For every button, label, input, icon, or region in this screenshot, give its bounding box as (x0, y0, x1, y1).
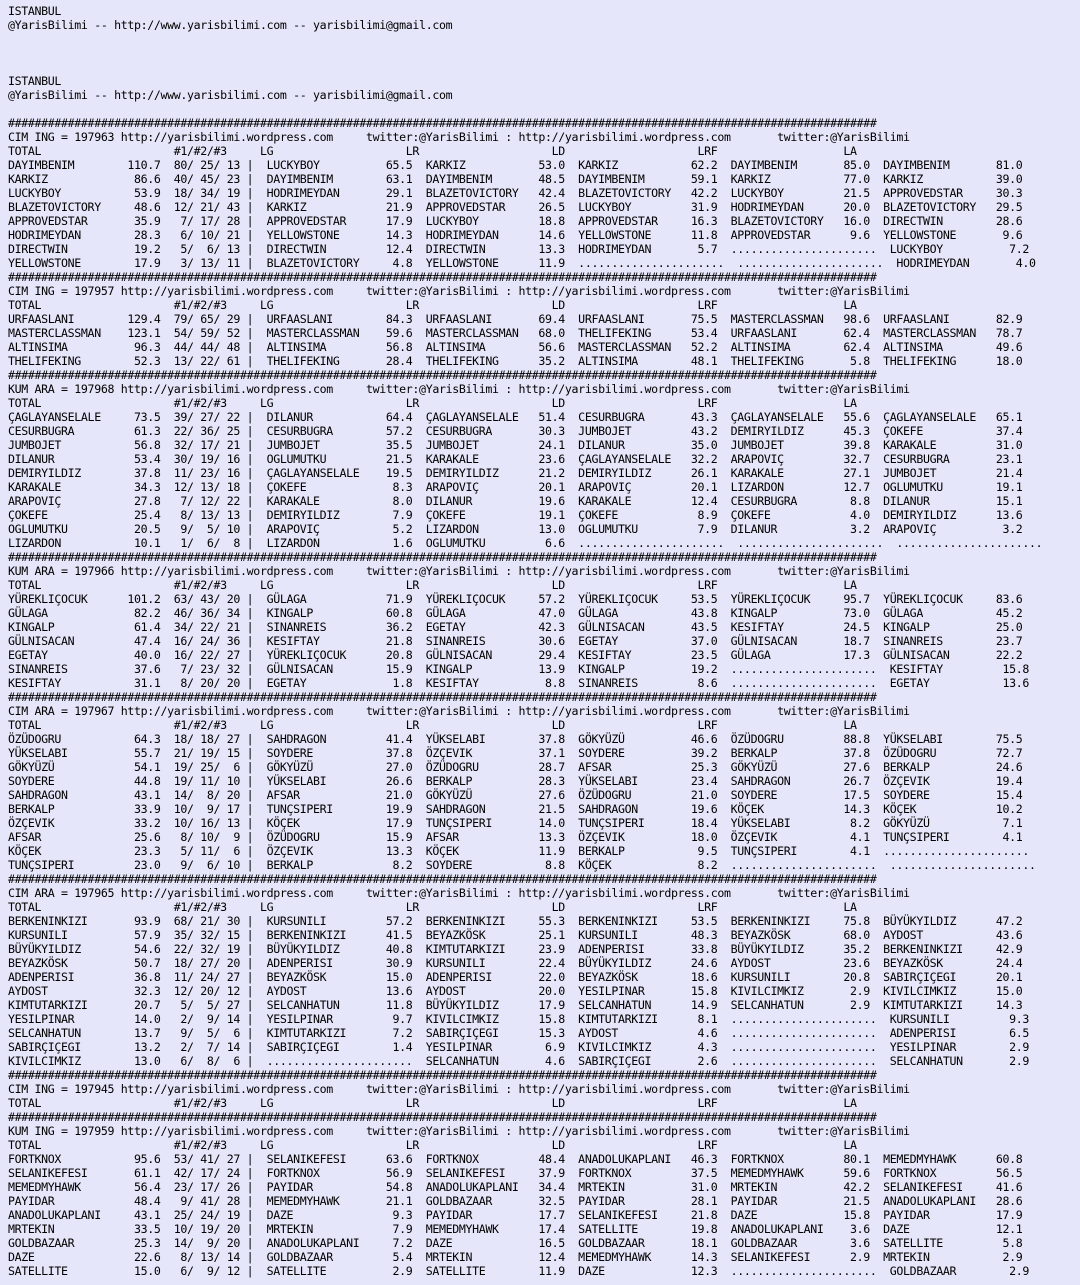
table-row: ÖZÇEVIK 33.2 10/ 16/ 13 | KÖÇEK 17.9 TUNÇSIPERI 14.0 TUNÇSIPERI 18.4 YÜKSELABI 8.2 GÖKYÜZÜ 7.1 (8, 816, 1023, 830)
text-line: ISTANBUL (8, 74, 62, 88)
table-row: KURSUNILI 57.9 35/ 32/ 15 | BERKENINKIZI 41.5 BEYAZKÖSK 25.1 KURSUNILI 48.3 BEYAZKÖSK 68.0 AYDOST 43.6 (8, 928, 1023, 942)
table-row: BERKALP 33.9 10/ 9/ 17 | TUNÇSIPERI 19.9 SAHDRAGON 21.5 SAHDRAGON 19.6 KÖÇEK 14.3 KÖÇEK 10.2 (8, 802, 1023, 816)
text-line: @YarisBilimi -- http://www.yarisbilimi.com -- yarisbilimi@gmail.com (8, 18, 453, 32)
table-row: YÜKSELABI 55.7 21/ 19/ 15 | SOYDERE 37.8 ÖZÇEVIK 37.1 SOYDERE 39.2 BERKALP 37.8 ÖZÜDOGRU 72.7 (8, 746, 1023, 760)
table-row: SELANIKEFESI 61.1 42/ 17/ 24 | FORTKNOX 56.9 SELANIKEFESI 37.9 FORTKNOX 37.5 MEMEDMYHAWK 59.6 FORTKNOX 56.5 (8, 1166, 1023, 1180)
table-row: GÜLAGA 82.2 46/ 36/ 34 | KINGALP 60.8 GÜLAGA 47.0 GÜLAGA 43.8 KINGALP 73.0 GÜLAGA 45.2 (8, 606, 1023, 620)
race-header-line: CIM ING = 197945 http://yarisbilimi.wordpress.com twitter:@YarisBilimi : http://yarisbilimi.wordpress.com twitter:@YarisBilimi (8, 1082, 910, 1096)
column-header-line: TOTAL #1/#2/#3 LG LR LD LRF LA (8, 718, 857, 732)
separator-line: ################################################################################################################################### (8, 550, 877, 564)
table-row: LUCKYBOY 53.9 18/ 34/ 19 | HODRIMEYDAN 29.1 BLAZETOVICTORY 42.4 BLAZETOVICTORY 42.2 LUCKYBOY 21.5 APPROVEDSTAR 30.3 (8, 186, 1023, 200)
table-row: BLAZETOVICTORY 48.6 12/ 21/ 43 | KARKIZ 21.9 APPROVEDSTAR 26.5 LUCKYBOY 31.9 HODRIMEYDAN 20.0 BLAZETOVICTORY 29.5 (8, 200, 1023, 214)
table-row: GÖKYÜZÜ 54.1 19/ 25/ 6 | GÖKYÜZÜ 27.0 ÖZÜDOGRU 28.7 AFSAR 25.3 GÖKYÜZÜ 27.6 BERKALP 24.6 (8, 760, 1023, 774)
table-row: KINGALP 61.4 34/ 22/ 21 | SINANREIS 36.2 EGETAY 42.3 GÜLNISACAN 43.5 KESIFTAY 24.5 KINGALP 25.0 (8, 620, 1023, 634)
table-row: BERKENINKIZI 93.9 68/ 21/ 30 | KURSUNILI 57.2 BERKENINKIZI 55.3 BERKENINKIZI 53.5 BERKENINKIZI 75.8 BÜYÜKYILDIZ 47.2 (8, 914, 1023, 928)
table-row: HODRIMEYDAN 28.3 6/ 10/ 21 | YELLOWSTONE 14.3 HODRIMEYDAN 14.6 YELLOWSTONE 11.8 APPROVEDSTAR 9.6 YELLOWSTONE 9.6 (8, 228, 1023, 242)
separator-line: ################################################################################################################################### (8, 1110, 877, 1124)
blank-line (8, 46, 1080, 60)
table-row: DIRECTWIN 19.2 5/ 6/ 13 | DIRECTWIN 12.4 DIRECTWIN 13.3 HODRIMEYDAN 5.7 ...................... LUCKYBOY 7.2 (8, 242, 1030, 256)
table-row: MASTERCLASSMAN 123.1 54/ 59/ 52 | MASTERCLASSMAN 59.6 MASTERCLASSMAN 68.0 THELIFEKING 53.4 URFAASLANI 62.4 MASTERCLASSMAN 78.7 (8, 326, 1023, 340)
table-row: DILANUR 53.4 30/ 19/ 16 | OGLUMUTKU 21.5 KARAKALE 23.6 ÇAGLAYANSELALE 32.2 ARAPOVIÇ 32.7 CESURBUGRA 23.1 (8, 452, 1023, 466)
text-line: @YarisBilimi -- http://www.yarisbilimi.com -- yarisbilimi@gmail.com (8, 88, 453, 102)
race-header-line: KUM ARA = 197968 http://yarisbilimi.wordpress.com twitter:@YarisBilimi : http://yarisbilimi.wordpress.com twitter:@YarisBilimi (8, 382, 910, 396)
blank-line (8, 32, 1080, 46)
column-header-line: TOTAL #1/#2/#3 LG LR LD LRF LA (8, 578, 857, 592)
table-row: LIZARDON 10.1 1/ 6/ 8 | LIZARDON 1.6 OGLUMUTKU 6.6 ...................... ...................... ...................... (8, 536, 1043, 550)
table-row: AFSAR 25.6 8/ 10/ 9 | ÖZÜDOGRU 15.9 AFSAR 13.3 ÖZÇEVIK 18.0 ÖZÇEVIK 4.1 TUNÇSIPERI 4.1 (8, 830, 1023, 844)
table-row: GOLDBAZAAR 25.3 14/ 9/ 20 | ANADOLUKAPLANI 7.2 DAZE 16.5 GOLDBAZAAR 18.1 GOLDBAZAAR 3.6 SATELLITE 5.8 (8, 1236, 1023, 1250)
table-row: FORTKNOX 95.6 53/ 41/ 27 | SELANIKEFESI 63.6 FORTKNOX 48.4 ANADOLUKAPLANI 46.3 FORTKNOX 80.1 MEMEDMYHAWK 60.8 (8, 1152, 1023, 1166)
table-row: DAZE 22.6 8/ 13/ 14 | GOLDBAZAAR 5.4 MRTEKIN 12.4 MEMEDMYHAWK 14.3 SELANIKEFESI 2.9 MRTEKIN 2.9 (8, 1250, 1023, 1264)
table-row: CESURBUGRA 61.3 22/ 36/ 25 | CESURBUGRA 57.2 CESURBUGRA 30.3 JUMBOJET 43.2 DEMIRYILDIZ 45.3 ÇOKEFE 37.4 (8, 424, 1023, 438)
table-row: KESIFTAY 31.1 8/ 20/ 20 | EGETAY 1.8 KESIFTAY 8.8 SINANREIS 8.6 ...................... EGETAY 13.6 (8, 676, 1030, 690)
table-row: KARAKALE 34.3 12/ 13/ 18 | ÇOKEFE 8.3 ARAPOVIÇ 20.1 ARAPOVIÇ 20.1 LIZARDON 12.7 OGLUMUTKU 19.1 (8, 480, 1023, 494)
table-row: JUMBOJET 56.8 32/ 17/ 21 | JUMBOJET 35.5 JUMBOJET 24.1 DILANUR 35.0 JUMBOJET 39.8 KARAKALE 31.0 (8, 438, 1023, 452)
table-row: APPROVEDSTAR 35.9 7/ 17/ 28 | APPROVEDSTAR 17.9 LUCKYBOY 18.8 APPROVEDSTAR 16.3 BLAZETOVICTORY 16.0 DIRECTWIN 28.6 (8, 214, 1023, 228)
column-header-line: TOTAL #1/#2/#3 LG LR LD LRF LA (8, 144, 857, 158)
table-row: AYDOST 32.3 12/ 20/ 12 | AYDOST 13.6 AYDOST 20.0 YESILPINAR 15.8 KIVILCIMKIZ 2.9 KIVILCIMKIZ 15.0 (8, 984, 1023, 998)
separator-line: ################################################################################################################################### (8, 116, 877, 130)
race-header-line: KUM ING = 197959 http://yarisbilimi.wordpress.com twitter:@YarisBilimi : http://yarisbilimi.wordpress.com twitter:@YarisBilimi (8, 1124, 910, 1138)
table-row: MRTEKIN 33.5 10/ 19/ 20 | MRTEKIN 7.9 MEMEDMYHAWK 17.4 SATELLITE 19.8 ANADOLUKAPLANI 3.6 DAZE 12.1 (8, 1222, 1023, 1236)
table-row: TUNÇSIPERI 23.0 9/ 6/ 10 | BERKALP 8.2 SOYDERE 8.8 KÖÇEK 8.2 ...................... ...................... (8, 858, 1036, 872)
table-row: DAYIMBENIM 110.7 80/ 25/ 13 | LUCKYBOY 65.5 KARKIZ 53.0 KARKIZ 62.2 DAYIMBENIM 85.0 DAYIMBENIM 81.0 (8, 158, 1023, 172)
table-row: SABIRÇIÇEGI 13.2 2/ 7/ 14 | SABIRÇIÇEGI 1.4 YESILPINAR 6.9 KIVILCIMKIZ 4.3 ...................... YESILPINAR 2.9 (8, 1040, 1030, 1054)
table-row: KARKIZ 86.6 40/ 45/ 23 | DAYIMBENIM 63.1 DAYIMBENIM 48.5 DAYIMBENIM 59.1 KARKIZ 77.0 KARKIZ 39.0 (8, 172, 1023, 186)
table-row: GÜLNISACAN 47.4 16/ 24/ 36 | KESIFTAY 21.8 SINANREIS 30.6 EGETAY 37.0 GÜLNISACAN 18.7 SINANREIS 23.7 (8, 634, 1023, 648)
table-row: YELLOWSTONE 17.9 3/ 13/ 11 | BLAZETOVICTORY 4.8 YELLOWSTONE 11.9 ...................... ...................... HODRIMEYDAN 4.0 (8, 256, 1036, 270)
table-row: ÇAGLAYANSELALE 73.5 39/ 27/ 22 | DILANUR 64.4 ÇAGLAYANSELALE 51.4 CESURBUGRA 43.3 ÇAGLAYANSELALE 55.6 ÇAGLAYANSELALE 65.1 (8, 410, 1023, 424)
separator-line: ################################################################################################################################### (8, 368, 877, 382)
blank-line (8, 102, 1080, 116)
blank-line (8, 60, 1080, 74)
table-row: KIMTUTARKIZI 20.7 5/ 5/ 27 | SELCANHATUN 11.8 BÜYÜKYILDIZ 17.9 SELCANHATUN 14.9 SELCANHATUN 2.9 KIMTUTARKIZI 14.3 (8, 998, 1023, 1012)
column-header-line: TOTAL #1/#2/#3 LG LR LD LRF LA (8, 396, 857, 410)
table-row: SATELLITE 15.0 6/ 9/ 12 | SATELLITE 2.9 SATELLITE 11.9 DAZE 12.3 ...................... GOLDBAZAAR 2.9 (8, 1264, 1030, 1278)
race-header-line: KUM ARA = 197966 http://yarisbilimi.wordpress.com twitter:@YarisBilimi : http://yarisbilimi.wordpress.com twitter:@YarisBilimi (8, 564, 910, 578)
table-row: SELCANHATUN 13.7 9/ 5/ 6 | KIMTUTARKIZI 7.2 SABIRÇIÇEGI 15.3 AYDOST 4.6 ...................... ADENPERISI 6.5 (8, 1026, 1030, 1040)
column-header-line: TOTAL #1/#2/#3 LG LR LD LRF LA (8, 298, 857, 312)
separator-line: ################################################################################################################################### (8, 690, 877, 704)
table-row: YESILPINAR 14.0 2/ 9/ 14 | YESILPINAR 9.7 KIVILCIMKIZ 15.8 KIMTUTARKIZI 8.1 ...................... KURSUNILI 9.3 (8, 1012, 1030, 1026)
separator-line: ################################################################################################################################### (8, 872, 877, 886)
table-row: KÖÇEK 23.3 5/ 11/ 6 | ÖZÇEVIK 13.3 KÖÇEK 11.9 BERKALP 9.5 TUNÇSIPERI 4.1 ...................... (8, 844, 1030, 858)
column-header-line: TOTAL #1/#2/#3 LG LR LD LRF LA (8, 1138, 857, 1152)
table-row: ARAPOVIÇ 27.8 7/ 12/ 22 | KARAKALE 8.0 DILANUR 19.6 KARAKALE 12.4 CESURBUGRA 8.8 DILANUR 15.1 (8, 494, 1023, 508)
text-line: ISTANBUL (8, 4, 62, 18)
table-row: KIVILCIMKIZ 13.0 6/ 8/ 6 | ...................... SELCANHATUN 4.6 SABIRÇIÇEGI 2.6 ...................... SELCANHATUN 2.9 (8, 1054, 1030, 1068)
column-header-line: TOTAL #1/#2/#3 LG LR LD LRF LA (8, 900, 857, 914)
separator-line: ################################################################################################################################### (8, 1068, 877, 1082)
table-row: YÜREKLIÇOCUK 101.2 63/ 43/ 20 | GÜLAGA 71.9 YÜREKLIÇOCUK 57.2 YÜREKLIÇOCUK 53.5 YÜREKLIÇOCUK 95.7 YÜREKLIÇOCUK 83.6 (8, 592, 1023, 606)
table-row: ÖZÜDOGRU 64.3 18/ 18/ 27 | SAHDRAGON 41.4 YÜKSELABI 37.8 GÖKYÜZÜ 46.6 ÖZÜDOGRU 88.8 YÜKSELABI 75.5 (8, 732, 1023, 746)
column-header-line: TOTAL #1/#2/#3 LG LR LD LRF LA (8, 1096, 857, 1110)
table-row: BEYAZKÖSK 50.7 18/ 27/ 20 | ADENPERISI 30.9 KURSUNILI 22.4 BÜYÜKYILDIZ 24.6 AYDOST 23.6 BEYAZKÖSK 24.4 (8, 956, 1023, 970)
table-row: SOYDERE 44.8 19/ 11/ 10 | YÜKSELABI 26.6 BERKALP 28.3 YÜKSELABI 23.4 SAHDRAGON 26.7 ÖZÇEVIK 19.4 (8, 774, 1023, 788)
table-row: URFAASLANI 129.4 79/ 65/ 29 | URFAASLANI 84.3 URFAASLANI 69.4 URFAASLANI 75.5 MASTERCLASSMAN 98.6 URFAASLANI 82.9 (8, 312, 1023, 326)
table-row: PAYIDAR 48.4 9/ 41/ 28 | MEMEDMYHAWK 21.1 GOLDBAZAAR 32.5 PAYIDAR 28.1 PAYIDAR 21.5 ANADOLUKAPLANI 28.6 (8, 1194, 1023, 1208)
table-row: SINANREIS 37.6 7/ 23/ 32 | GÜLNISACAN 15.9 KINGALP 13.9 KINGALP 19.2 ...................... KESIFTAY 15.8 (8, 662, 1030, 676)
table-row: SAHDRAGON 43.1 14/ 8/ 20 | AFSAR 21.0 GÖKYÜZÜ 27.6 ÖZÜDOGRU 21.0 SOYDERE 17.5 SOYDERE 15.4 (8, 788, 1023, 802)
table-row: ADENPERISI 36.8 11/ 24/ 27 | BEYAZKÖSK 15.0 ADENPERISI 22.0 BEYAZKÖSK 18.6 KURSUNILI 20.8 SABIRÇIÇEGI 20.1 (8, 970, 1023, 984)
table-row: MEMEDMYHAWK 56.4 23/ 17/ 26 | PAYIDAR 54.8 ANADOLUKAPLANI 34.4 MRTEKIN 31.0 MRTEKIN 42.2 SELANIKEFESI 41.6 (8, 1180, 1023, 1194)
race-header-line: CIM ING = 197957 http://yarisbilimi.wordpress.com twitter:@YarisBilimi : http://yarisbilimi.wordpress.com twitter:@YarisBilimi (8, 284, 910, 298)
table-row: BÜYÜKYILDIZ 54.6 22/ 32/ 19 | BÜYÜKYILDIZ 40.8 KIMTUTARKIZI 23.9 ADENPERISI 33.8 BÜYÜKYILDIZ 35.2 BERKENINKIZI 42.9 (8, 942, 1023, 956)
race-header-line: CIM ARA = 197965 http://yarisbilimi.wordpress.com twitter:@YarisBilimi : http://yarisbilimi.wordpress.com twitter:@YarisBilimi (8, 886, 910, 900)
race-header-line: CIM ARA = 197967 http://yarisbilimi.wordpress.com twitter:@YarisBilimi : http://yarisbilimi.wordpress.com twitter:@YarisBilimi (8, 704, 910, 718)
table-row: OGLUMUTKU 20.5 9/ 5/ 10 | ARAPOVIÇ 5.2 LIZARDON 13.0 OGLUMUTKU 7.9 DILANUR 3.2 ARAPOVIÇ 3.2 (8, 522, 1023, 536)
table-row: ALTINSIMA 96.3 44/ 44/ 48 | ALTINSIMA 56.8 ALTINSIMA 56.6 MASTERCLASSMAN 52.2 ALTINSIMA 62.4 ALTINSIMA 49.6 (8, 340, 1023, 354)
race-header-line: CIM ING = 197963 http://yarisbilimi.wordpress.com twitter:@YarisBilimi : http://yarisbilimi.wordpress.com twitter:@YarisBilimi (8, 130, 910, 144)
separator-line: ################################################################################################################################### (8, 270, 877, 284)
table-row: ÇOKEFE 25.4 8/ 13/ 13 | DEMIRYILDIZ 7.9 ÇOKEFE 19.1 ÇOKEFE 8.9 ÇOKEFE 4.0 DEMIRYILDIZ 13.6 (8, 508, 1023, 522)
table-row: DEMIRYILDIZ 37.8 11/ 23/ 16 | ÇAGLAYANSELALE 19.5 DEMIRYILDIZ 21.2 DEMIRYILDIZ 26.1 KARAKALE 27.1 JUMBOJET 21.4 (8, 466, 1023, 480)
table-row: EGETAY 40.0 16/ 22/ 27 | YÜREKLIÇOCUK 20.8 GÜLNISACAN 29.4 KESIFTAY 23.5 GÜLAGA 17.3 GÜLNISACAN 22.2 (8, 648, 1023, 662)
table-row: ANADOLUKAPLANI 43.1 25/ 24/ 19 | DAZE 9.3 PAYIDAR 17.7 SELANIKEFESI 21.8 DAZE 15.8 PAYIDAR 17.9 (8, 1208, 1023, 1222)
table-row: THELIFEKING 52.3 13/ 22/ 61 | THELIFEKING 28.4 THELIFEKING 35.2 ALTINSIMA 48.1 THELIFEKING 5.8 THELIFEKING 18.0 (8, 354, 1023, 368)
